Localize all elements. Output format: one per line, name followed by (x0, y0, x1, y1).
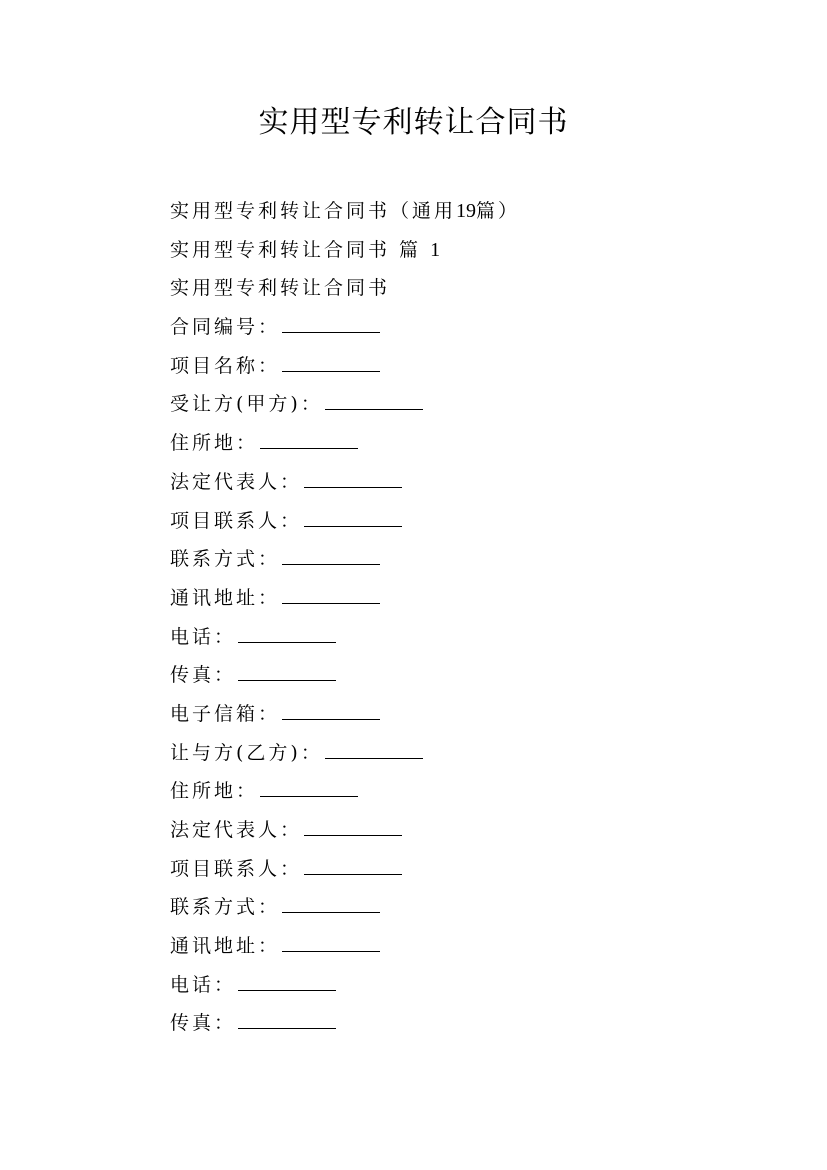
field-label: 传真： (170, 664, 237, 687)
field-contact-method (170, 540, 770, 579)
field-phone-2 (170, 966, 770, 1005)
blank-line (325, 389, 423, 410)
field-label: 电话： (170, 973, 237, 996)
field-label: 联系方式： (170, 896, 281, 919)
field-transferee (170, 385, 770, 424)
blank-line (282, 931, 380, 952)
field-address-2 (170, 772, 770, 811)
blank-line (282, 544, 380, 565)
blank-line (304, 854, 402, 875)
blank-line (282, 583, 380, 604)
field-mailing-address-2 (170, 927, 770, 966)
document-title: 实用型专利转让合同书 (258, 105, 569, 140)
field-label: 项目联系人： (170, 857, 303, 880)
field-fax (170, 656, 770, 695)
field-contact-method-2 (170, 888, 770, 927)
field-project-name (170, 347, 770, 386)
field-phone (170, 618, 770, 657)
toc-line-suffix: 篇） (476, 200, 521, 222)
field-label: 法定代表人： (170, 819, 303, 841)
field-address (170, 424, 770, 463)
field-project-contact-2 (170, 850, 770, 889)
field-label: 通讯地址： (170, 935, 281, 958)
field-email (170, 695, 770, 734)
field-fax-2 (170, 1004, 770, 1043)
blank-line (282, 312, 380, 333)
chapter-line-prefix: 实用型专利转让合同书 篇 (170, 238, 422, 261)
field-transferor (170, 734, 770, 773)
field-label: 住所地： (170, 780, 259, 803)
blank-line (282, 351, 380, 372)
blank-line (260, 776, 358, 797)
document-body (170, 192, 770, 1043)
field-label: 联系方式： (170, 548, 281, 571)
blank-line (238, 970, 336, 991)
blank-line (282, 699, 380, 720)
blank-line (282, 892, 380, 913)
field-label: 电话： (170, 625, 237, 648)
field-label: 项目联系人： (170, 509, 303, 532)
field-legal-representative-2 (170, 811, 770, 850)
toc-line (170, 192, 770, 231)
field-label: 受让方(甲方)： (170, 393, 323, 416)
field-label: 通讯地址： (170, 586, 281, 609)
blank-line (260, 428, 358, 449)
blank-line (238, 660, 336, 681)
blank-line (238, 622, 336, 643)
chapter-line-number: 1 (430, 238, 441, 261)
toc-line-prefix: 实用型专利转让合同书（通用 (170, 200, 457, 222)
field-label: 项目名称： (170, 354, 281, 377)
field-label: 让与方(乙方)： (170, 741, 323, 764)
field-legal-representative (170, 463, 770, 502)
blank-line (304, 815, 402, 836)
field-label: 电子信箱： (170, 702, 281, 725)
field-label: 法定代表人： (170, 470, 303, 493)
field-contract-number (170, 308, 770, 347)
field-label: 传真： (170, 1012, 237, 1035)
toc-line-number: 19 (456, 200, 477, 222)
blank-line (304, 467, 402, 488)
field-label: 住所地： (170, 432, 259, 455)
field-project-contact (170, 502, 770, 541)
document-subtitle: 实用型专利转让合同书 (170, 277, 391, 300)
field-label: 合同编号： (170, 316, 281, 339)
field-mailing-address (170, 579, 770, 618)
blank-line (325, 738, 423, 759)
blank-line (238, 1008, 336, 1029)
blank-line (304, 506, 402, 527)
chapter-line (170, 231, 770, 270)
